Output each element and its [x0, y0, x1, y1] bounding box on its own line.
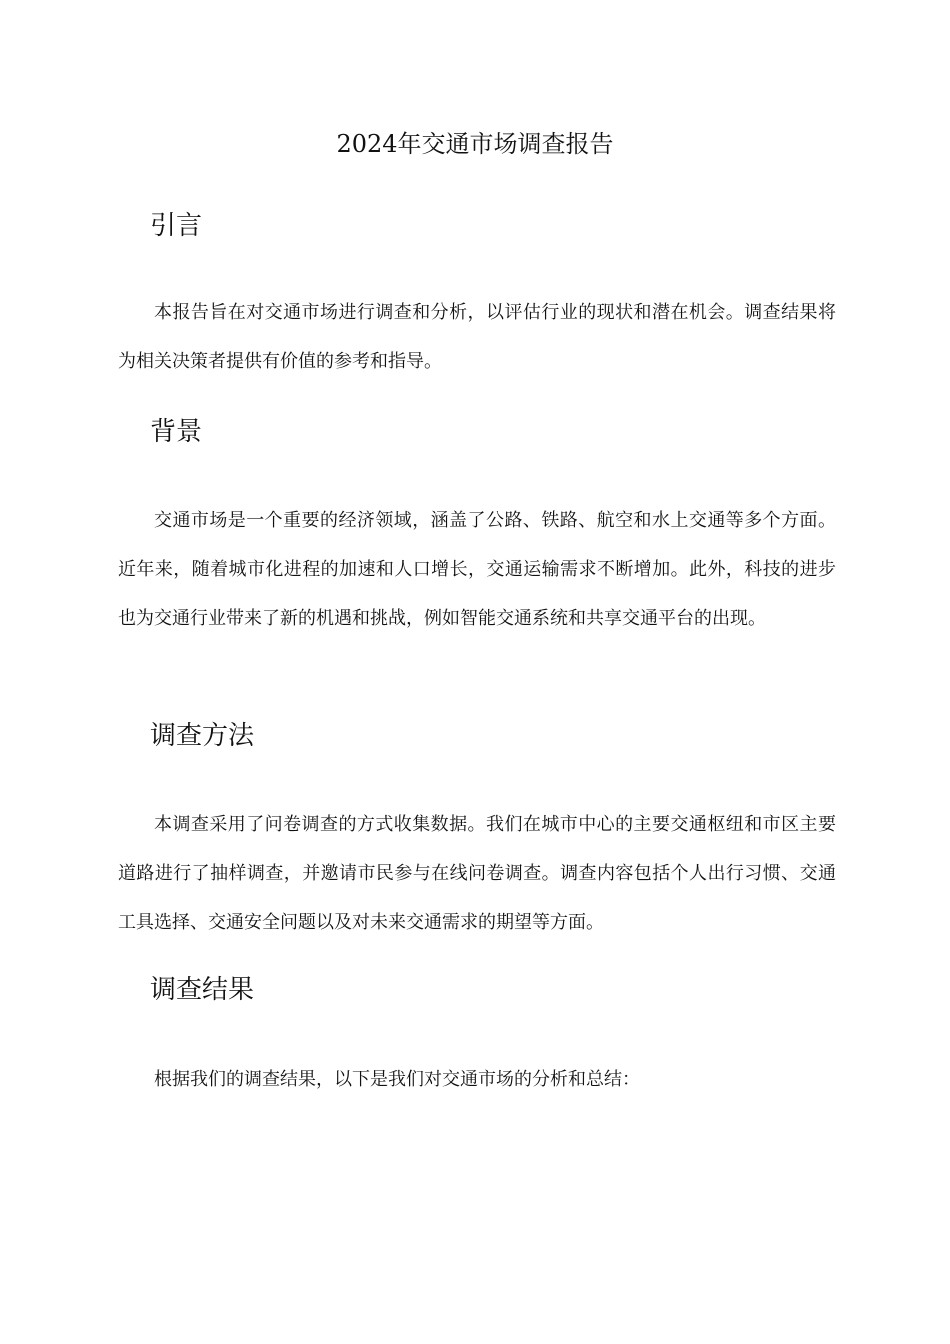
- section-body-background: 交通市场是一个重要的经济领域，涵盖了公路、铁路、航空和水上交通等多个方面。近年来，随着城市化进程的加速和人口增长，交通运输需求不断增加。此外，科技的进步也为交通行业带来了新的机遇和挑战，例如智能交通系统和共享交通平台的出现。: [118, 510, 836, 629]
- section-body-results: 根据我们的调查结果，以下是我们对交通市场的分析和总结：: [154, 1069, 640, 1090]
- section-heading-background: 背景: [150, 417, 203, 447]
- section-body-introduction: 本报告旨在对交通市场进行调查和分析，以评估行业的现状和潜在机会。调查结果将为相关决策者提供有价值的参考和指导。: [118, 302, 836, 372]
- section-heading-introduction: 引言: [150, 211, 203, 241]
- document-title: 2024年交通市场调查报告: [336, 130, 614, 158]
- section-heading-results: 调查结果: [150, 975, 255, 1005]
- section-body-methodology: 本调查采用了问卷调查的方式收集数据。我们在城市中心的主要交通枢纽和市区主要道路进行了抽样调查，并邀请市民参与在线问卷调查。调查内容包括个人出行习惯、交通工具选择、交通安全问题以及对未来交通需求的期望等方面。: [118, 814, 836, 933]
- section-heading-methodology: 调查方法: [150, 721, 255, 751]
